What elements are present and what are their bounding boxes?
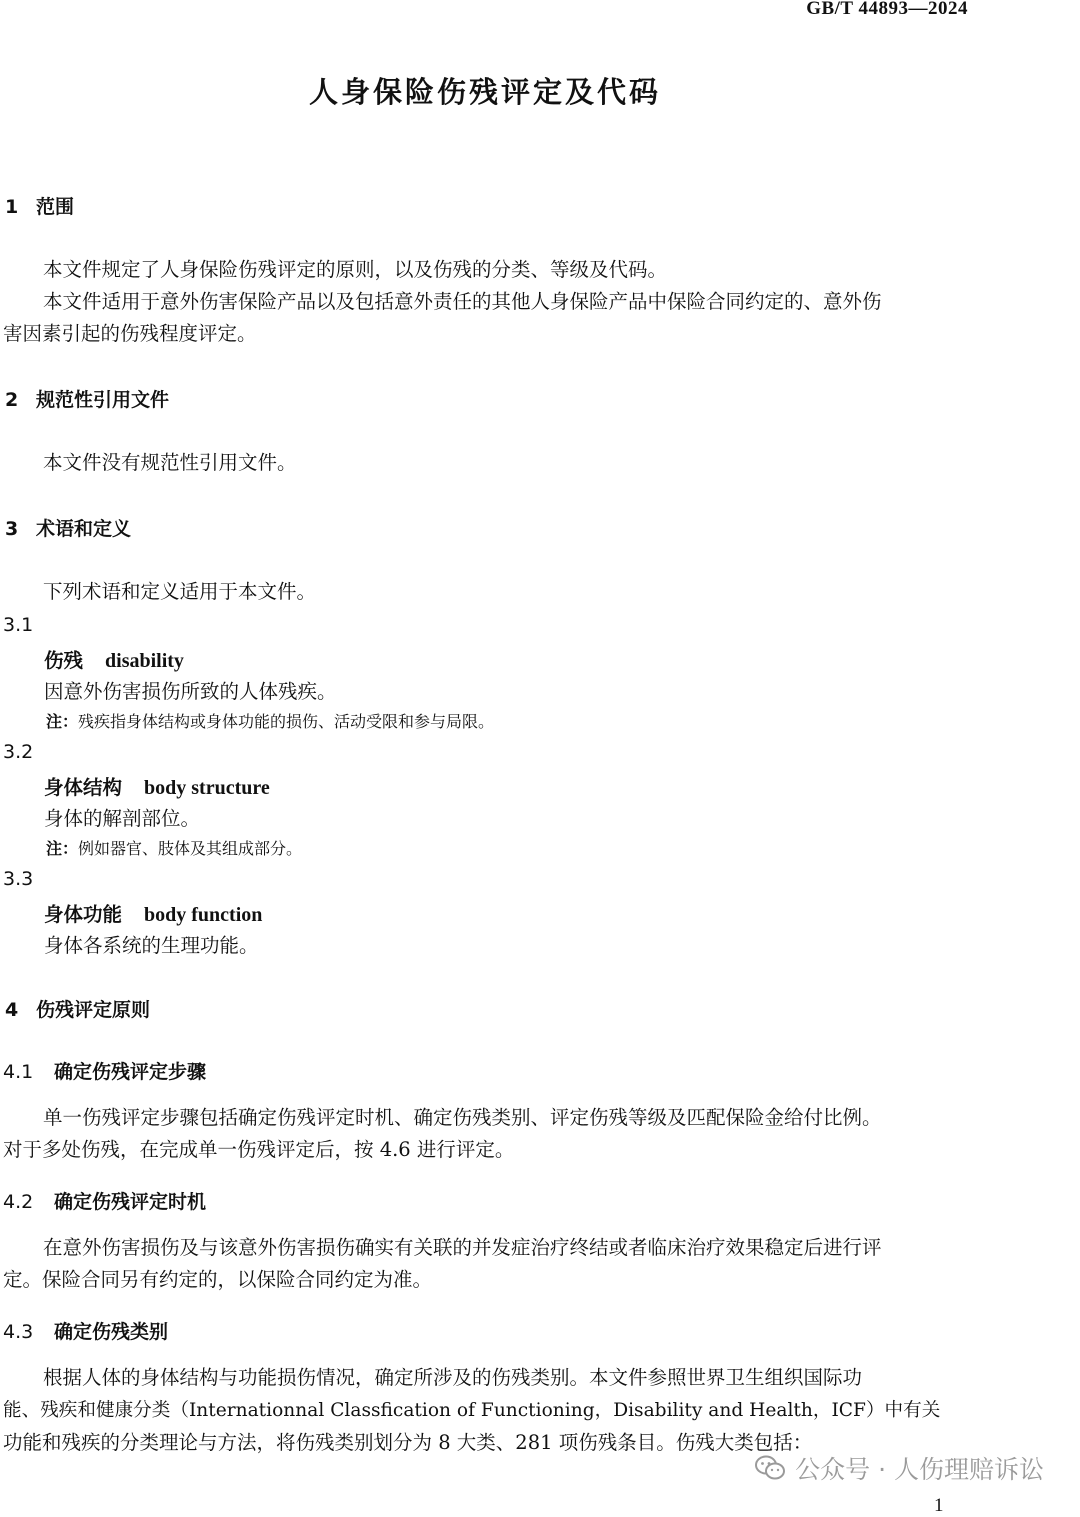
note-text: 残疾指身体结构或身体功能的损伤、活动受限和参与局限。 (78, 712, 495, 731)
section-4-3-line-2: 能、残疾和健康分类（Internationnal Classfication of Functioning，Disability and Health，ICF）中有关 (3, 1400, 941, 1421)
section-title: 伤残评定原则 (36, 999, 151, 1021)
section-4-1-line-1: 单一伤残评定步骤包括确定伤残评定时机、确定伤残类别、评定伤残等级及匹配保险金给付比例。 (43, 1106, 882, 1129)
subsection-title: 确定伤残评定时机 (54, 1191, 207, 1213)
watermark (755, 1450, 1044, 1486)
term-en: body structure (144, 777, 270, 799)
term-3-2 (44, 772, 270, 800)
section-number: 1 (5, 196, 19, 218)
term-zh: 伤残 (44, 649, 84, 672)
section-4-heading (5, 995, 150, 1022)
term-3-3 (44, 899, 262, 927)
note-text: 例如器官、肢体及其组成部分。 (78, 839, 303, 858)
subsection-number: 4.2 (3, 1191, 34, 1213)
section-title: 术语和定义 (36, 518, 132, 540)
section-title: 规范性引用文件 (36, 389, 170, 411)
section-4-2-heading (3, 1187, 206, 1214)
section-3-heading (5, 514, 131, 541)
term-3-1-number: 3.1 (3, 614, 34, 636)
section-number: 2 (5, 389, 19, 411)
section-1-paragraph-2-line-1: 本文件适用于意外伤害保险产品以及包括意外责任的其他人身保险产品中保险合同约定的、意外伤 (43, 290, 882, 313)
subsection-title: 确定伤残评定步骤 (54, 1061, 207, 1083)
section-1-paragraph-1: 本文件规定了人身保险伤残评定的原则，以及伤残的分类、等级及代码。 (43, 258, 668, 281)
term-3-1-note (46, 709, 494, 732)
note-label: 注： (46, 839, 79, 858)
section-4-3-line-1: 根据人体的身体结构与功能损伤情况，确定所涉及的伤残类别。本文件参照世界卫生组织国际功 (43, 1366, 863, 1389)
document-title: 人身保险伤残评定及代码 (308, 75, 661, 109)
term-en: disability (105, 650, 184, 672)
term-3-3-definition: 身体各系统的生理功能。 (44, 934, 259, 957)
section-1-heading (5, 192, 74, 219)
term-3-3-number: 3.3 (3, 868, 34, 890)
section-2-heading (5, 385, 169, 412)
section-3-paragraph: 下列术语和定义适用于本文件。 (43, 580, 317, 603)
page-number: 1 (934, 1495, 944, 1516)
section-title: 范围 (36, 196, 75, 218)
note-label: 注： (46, 712, 79, 731)
subsection-number: 4.1 (3, 1061, 34, 1083)
term-3-2-definition: 身体的解剖部位。 (44, 807, 201, 830)
section-4-1-heading (3, 1057, 206, 1084)
term-zh: 身体功能 (44, 903, 123, 926)
subsection-title: 确定伤残类别 (54, 1321, 169, 1343)
standard-code: GB/T 44893—2024 (806, 0, 968, 19)
wechat-icon (755, 1455, 785, 1481)
term-zh: 身体结构 (44, 776, 123, 799)
term-3-1-definition: 因意外伤害损伤所致的人体残疾。 (44, 680, 337, 703)
section-4-2-line-2: 定。保险合同另有约定的，以保险合同约定为准。 (3, 1268, 433, 1291)
subsection-number: 4.3 (3, 1321, 34, 1343)
term-en: body function (144, 904, 263, 926)
term-3-1 (44, 645, 184, 673)
section-4-1-line-2: 对于多处伤残，在完成单一伤残评定后，按 4.6 进行评定。 (3, 1138, 515, 1161)
term-3-2-note (46, 836, 302, 859)
section-number: 3 (5, 518, 19, 540)
section-4-3-heading (3, 1317, 168, 1344)
term-3-2-number: 3.2 (3, 741, 34, 763)
section-4-3-line-3: 功能和残疾的分类理论与方法，将伤残类别划分为 8 大类、281 项伤残条目。伤残大类包括： (3, 1431, 813, 1454)
section-2-paragraph: 本文件没有规范性引用文件。 (43, 451, 297, 474)
section-number: 4 (5, 999, 19, 1021)
watermark-text: 公众号 · 人伤理赔诉讼 (795, 1455, 1044, 1484)
section-4-2-line-1: 在意外伤害损伤及与该意外伤害损伤确实有关联的并发症治疗终结或者临床治疗效果稳定后进行评 (43, 1236, 882, 1259)
section-1-paragraph-2-line-2: 害因素引起的伤残程度评定。 (3, 322, 257, 345)
